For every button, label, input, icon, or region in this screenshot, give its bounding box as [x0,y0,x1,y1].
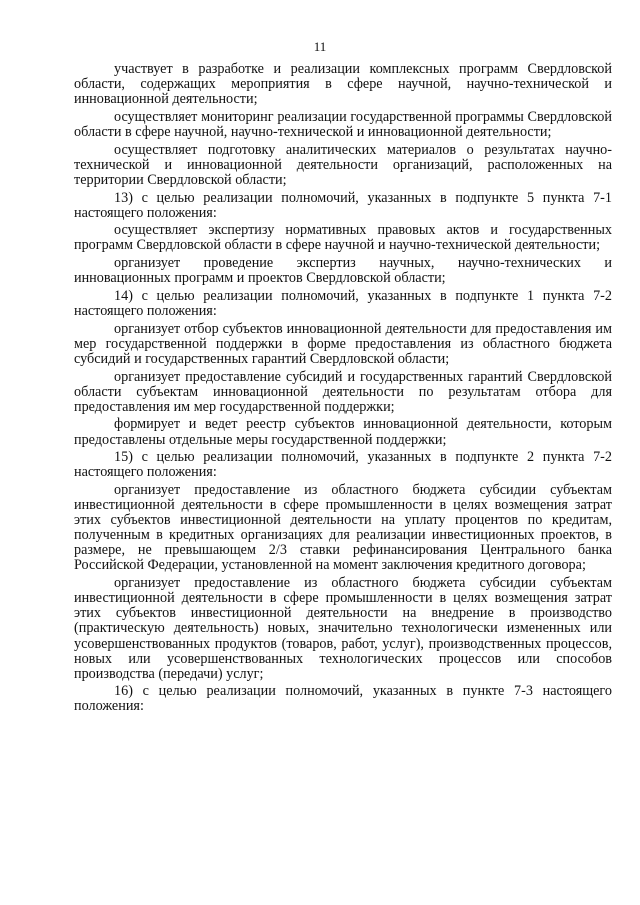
paragraph-interest-subsidy: организует предоставление из областного бюджета субсидии субъектам инвестиционной деятельности в сфере промышленности в целях возмещения затрат этих субъектов инвестиционной деятельности на уплату процентов по кредитам, полученным в кредитных организациях для реализации инвестиционных проектов, в размере, не превышающем 2/3 ставки рефинансирования Центрального банка Российской Федерации, установленной на момент заключения кредитного договора; [74,481,612,574]
paragraph-item-16: 16) с целью реализации полномочий, указанных в пункте 7-3 настоящего положения: [74,683,612,715]
paragraph-participates-in-programs: участвует в разработке и реализации комплексных программ Свердловской области, содержащих мероприятия в сфере научной, научно-технической и инновационной деятельности; [74,61,612,108]
paragraph-registry: формирует и ведет реестр субъектов инновационной деятельности, которым предоставлены отдельные меры государственной поддержки; [74,416,612,448]
document-body [74,62,612,715]
paragraph-selection-of-subjects: организует отбор субъектов инновационной деятельности для предоставления им мер государственной поддержки в форме предоставления из областного бюджета субсидий и государственных гарантий Свердловской области; [74,320,612,367]
paragraph-item-14: 14) с целью реализации полномочий, указанных в подпункте 1 пункта 7-2 настоящего положения: [74,287,612,319]
paragraph-analytical-materials: осуществляет подготовку аналитических материалов о результатах научно-технической и инновационной деятельности организаций, расположенных на территории Свердловской области; [74,141,612,188]
paragraph-organizes-expertise: организует проведение экспертиз научных, научно-технических и инновационных программ и проектов Свердловской области; [74,255,612,287]
paragraph-innovation-subsidy: организует предоставление из областного бюджета субсидии субъектам инвестиционной деятельности в сфере промышленности в целях возмещения затрат этих субъектов инвестиционной деятельности на внедрение в производство (практическую деятельность) новых, значительно технологически измененных или усовершенствованных продуктов (товаров, работ, услуг), производственных процессов, новых или усовершенствованных технологических процессов или способов производства (передачи) услуг; [74,575,612,682]
page-number: 11 [313,39,327,54]
paragraph-item-13: 13) с целью реализации полномочий, указанных в подпункте 5 пункта 7-1 настоящего положения: [74,189,612,221]
paragraph-item-15: 15) с целью реализации полномочий, указанных в подпункте 2 пункта 7-2 настоящего положения: [74,449,612,481]
paragraph-subsidies-and-guarantees: организует предоставление субсидий и государственных гарантий Свердловской области субъектам инновационной деятельности по результатам отбора для предоставления им мер государственной поддержки; [74,368,612,415]
paragraph-monitoring: осуществляет мониторинг реализации государственной программы Свердловской области в сфере научной, научно-технической и инновационной деятельности; [74,108,612,140]
paragraph-expertise-of-acts: осуществляет экспертизу нормативных правовых актов и государственных программ Свердловской области в сфере научной и научно-технической деятельности; [74,222,612,254]
